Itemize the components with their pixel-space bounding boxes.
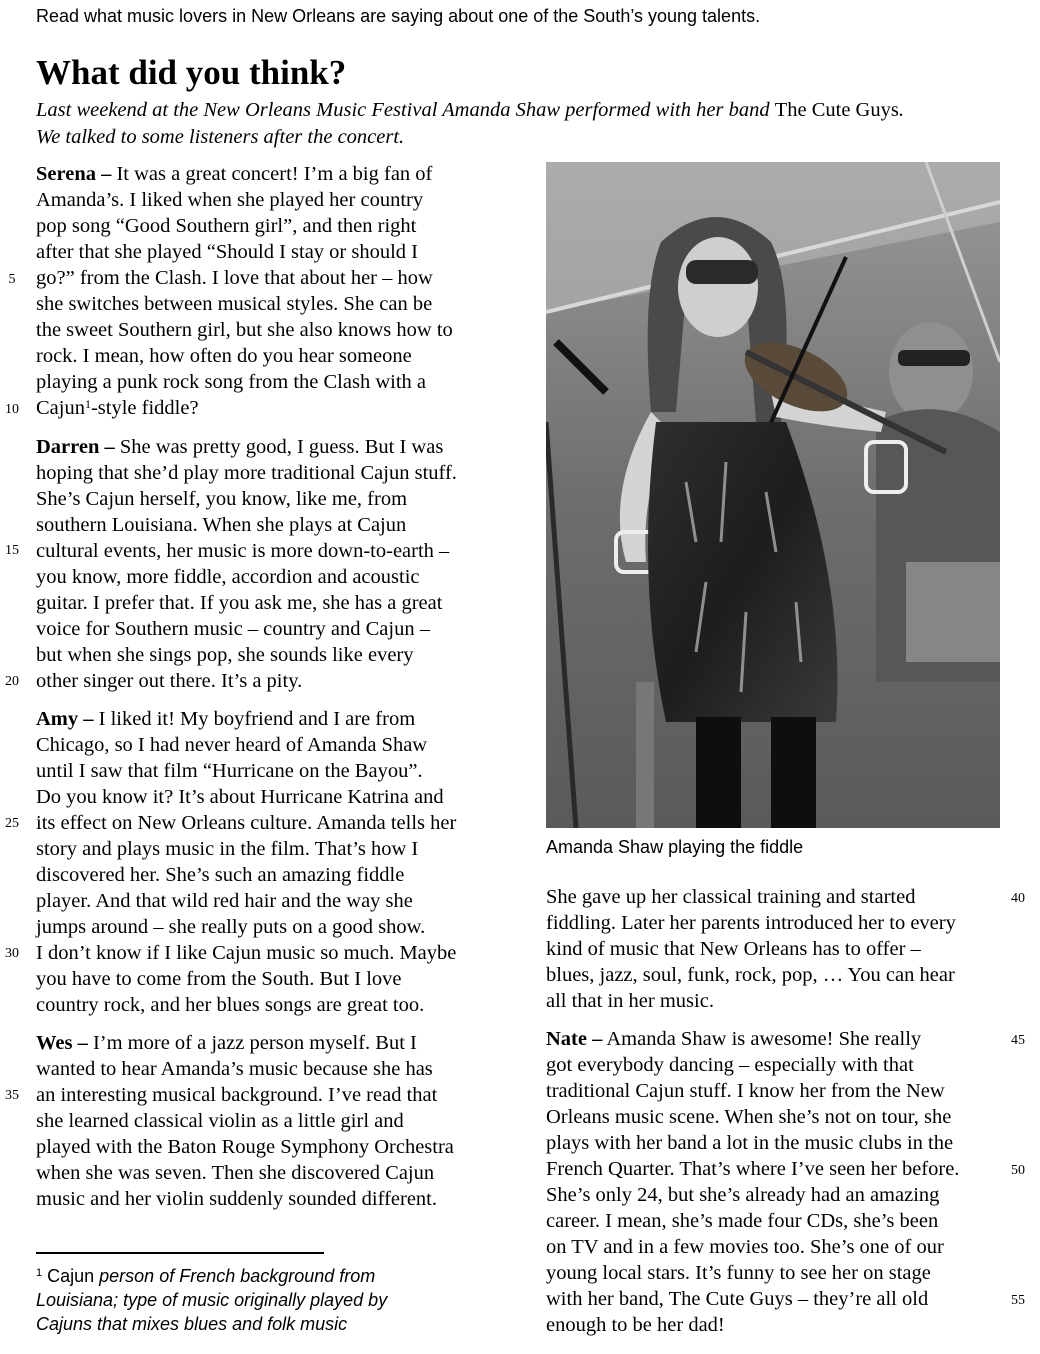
speaker-name: Nate – [546,1028,603,1050]
line-number: 55 [1011,1293,1025,1308]
amy-paragraph: Amy – I liked it! My boyfriend and I are from Chicago, so I had never heard of Amanda Shaw until I saw that film “Hurricane on the Bayou”. Do you know it? It’s about Hurricane Katrina and its effect on New Orleans culture. Amanda tells her story and plays music in the film. That’s how I discovered her. She’s such an amazing fiddle player. And that wild red hair and the way she jumps around – she really puts on a good show. I don’t know if I like Cajun music so much. Maybe you have to come from the South. But I love country rock, and her blues songs are great too. [36,708,457,1016]
line-number: 20 [5,674,19,689]
line-number: 30 [5,946,19,961]
speaker-name: Darren – [36,436,115,458]
wes-paragraph-continued: She gave up her classical training and started fiddling. Later her parents introduced her to every kind of music that New Orleans has to offer – blues, jazz, soul, funk, rock, pop, … You can hear all that in her music. [546,886,956,1012]
line-number: 45 [1011,1033,1025,1048]
line-number: 25 [5,816,19,831]
line-number: 10 [5,402,19,417]
wes-paragraph: Wes – I’m more of a jazz person myself. But I wanted to hear Amanda’s music because she has an interesting musical background. I’ve read that she learned classical violin as a little girl and played with the Baton Rouge Symphony Orchestra when she was seven. Then she discovered Cajun music and her violin suddenly sounded different. [36,1032,454,1210]
darren-paragraph: Darren – She was pretty good, I guess. But I was hoping that she’d play more traditional Cajun stuff. She’s Cajun herself, you know, like me, from southern Louisiana. When she plays at Cajun cultural events, her music is more down-to-earth – you know, more fiddle, accordion and acoustic guitar. I prefer that. If you ask me, she has a great voice for Southern music – country and Cajun – but when she sings pop, she sounds like every other singer out there. It’s a pity. [36,436,457,692]
line-number: 15 [5,543,19,558]
intro-text: Read what music lovers in New Orleans are saying about one of the South’s young talents. [36,6,761,26]
line-number: 35 [5,1088,19,1103]
fiddle-player-photo [546,162,1000,828]
footnote-divider [36,1252,324,1254]
line-number: 5 [8,272,16,287]
photo-caption: Amanda Shaw playing the fiddle [546,837,804,857]
speaker-name: Amy – [36,708,94,730]
serena-paragraph: Serena – It was a great concert! I’m a big fan of Amanda’s. I liked when she played her country pop song “Good Southern girl”, and then right after that she played “Should I stay or should I go?” from the Clash. I love that about her – how she switches between musical styles. She can be the sweet Southern girl, but she also knows how to rock. I mean, how often do you hear someone playing a punk rock song from the Clash with a Cajun$^1$-style fiddle? [36,163,453,419]
footnote-term: Cajun [42,1266,95,1286]
line-number: 40 [1011,891,1025,906]
footnote: $^1$ Cajun person of French background from Louisiana; type of music originally played by Cajuns that mixes blues and folk music [36,1266,388,1334]
subtitle-line-2: We talked to some listeners after the concert. [36,126,405,148]
subtitle-line-1: Last weekend at the New Orleans Music Festival Amanda Shaw performed with her band The Cute Guys. [36,99,904,121]
concert-photo [546,162,1000,828]
footnote-ref: 1 [84,397,91,411]
line-number: 50 [1011,1163,1025,1178]
page-title: What did you think? [36,53,347,92]
speaker-name: Wes – [36,1032,88,1054]
band-name: The Cute Guys [774,99,899,121]
speaker-name: Serena – [36,163,112,185]
footnote-mark: 1 [36,1267,43,1279]
nate-paragraph: Nate – Amanda Shaw is awesome! She really got everybody dancing – especially with that traditional Cajun stuff. I know her from the New Orleans music scene. When she’s not on tour, she plays with her band a lot in the music clubs in the French Quarter. That’s where I’ve seen her before. She’s only 24, but she’s already had an amazing career. I mean, she’s made four CDs, she’s been on TV and in a few movies too. She’s one of our young local stars. It’s funny to see her on stage with her band, The Cute Guys – they’re all old enough to be her dad! [546,1028,960,1336]
subtitle [36,97,904,151]
